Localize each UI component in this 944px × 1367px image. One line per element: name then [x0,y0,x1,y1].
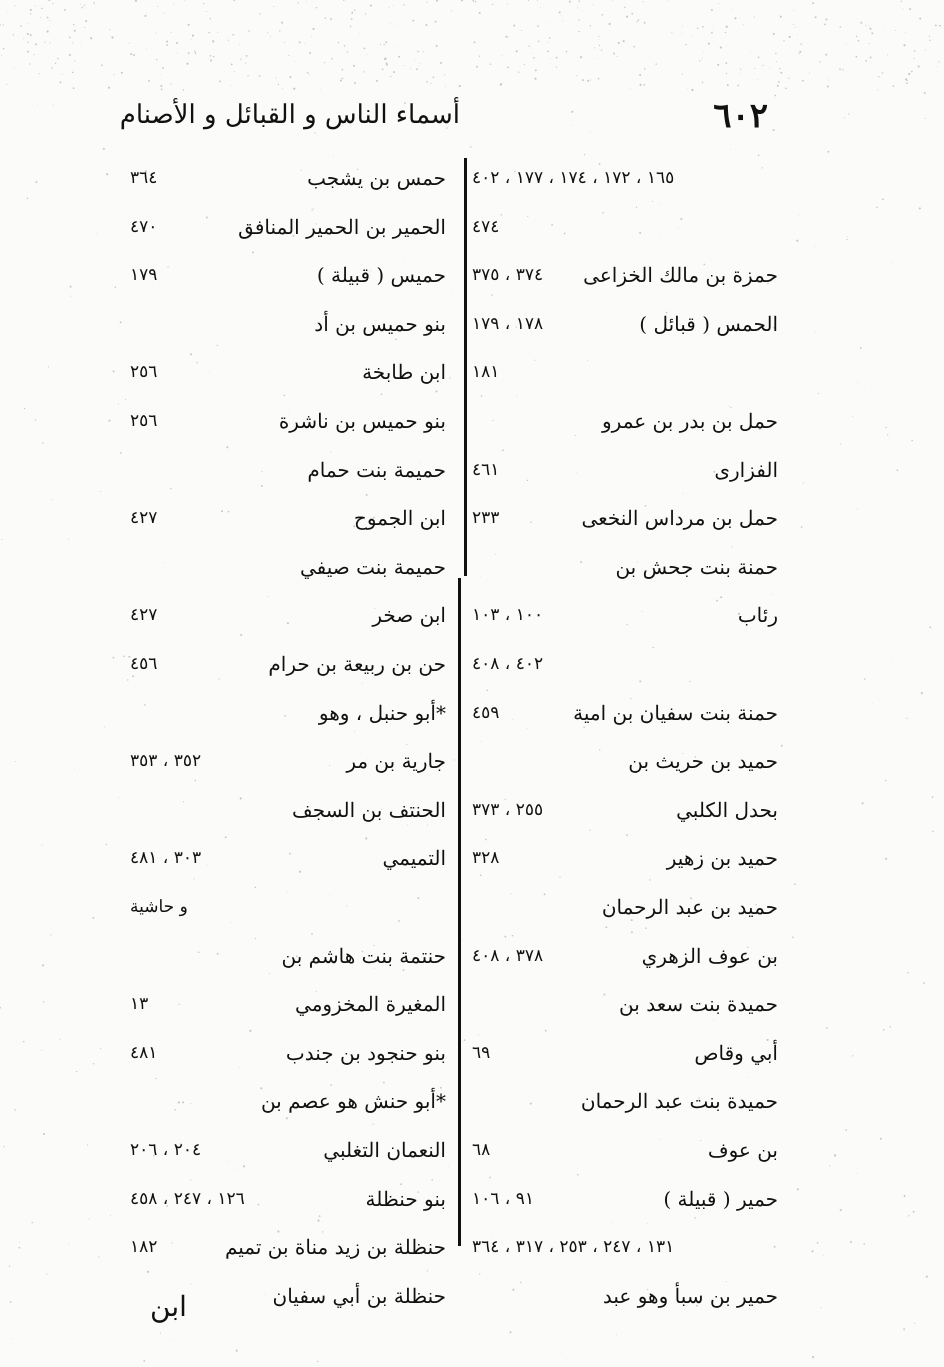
index-entry [130,502,446,536]
entry-name: حميدة بنت سعد بن [619,992,778,1017]
entry-page-refs: ٤٠٢ ، ٤٠٨ [472,654,544,674]
index-entry [472,745,778,779]
index-entry [472,308,778,342]
index-entry [130,356,446,390]
catchword: ابن [150,1290,187,1323]
entry-page-refs: ٩١ ، ١٠٦ [472,1188,534,1209]
entry-name: *أبو حنبل ، وهو [318,700,446,725]
entry-name: ابن طابخة [362,360,446,385]
entry-page-refs: ٤٥٦ [130,654,158,674]
entry-name: ابن الجموح [353,506,446,531]
column-divider-lower [458,578,461,1246]
index-entry [472,842,778,876]
index-entry [130,794,446,828]
column-divider-upper [464,158,467,576]
entry-page-refs: ٤٢٧ [130,605,158,626]
entry-name: حمير بن سبأ وهو عبد [602,1283,778,1308]
index-entry [130,1231,446,1265]
entry-name: الفزارى [714,457,778,482]
entry-name: بنو حميس بن ناشرة [278,409,446,433]
entry-page-refs: ٣٥٢ ، ٣٥٣ [130,751,202,772]
index-entry [130,405,446,439]
index-entry [130,697,446,731]
index-entry [472,988,778,1022]
index-entry [472,405,778,439]
index-entry [472,599,778,633]
index-entry [472,648,778,682]
index-entry [472,259,778,293]
entry-page-refs: ٦٨ [472,1140,491,1160]
index-entry [130,891,446,925]
entry-name: *أبو حنش هو عصم بن [260,1089,446,1114]
index-entry [130,1183,446,1217]
entry-page-refs: ١٨٢ [130,1237,158,1258]
entry-page-refs: ٢٥٦ [130,362,158,383]
index-entry [472,211,778,245]
entry-page-refs: ١٨١ [472,362,500,383]
index-entry [130,1134,446,1168]
index-entry [472,162,778,196]
entry-name: بنو حنجود بن جندب [285,1040,446,1065]
entry-page-refs: ١٣ [130,994,149,1015]
entry-page-refs: ٢٠٤ ، ٢٠٦ [130,1140,202,1160]
index-entry [472,502,778,536]
entry-name: الحمير بن الحمير المنافق [238,214,446,239]
entry-page-refs: ٤٢٧ [130,508,158,529]
entry-page-refs: ٦٩ [472,1042,491,1063]
index-entry [472,1085,778,1119]
index-entry [130,308,446,342]
entry-page-refs: ٢٥٦ [130,411,158,431]
index-entry [472,454,778,488]
entry-name: ابن صخر [372,603,446,628]
entry-name: حمير ( قبيلة ) [663,1186,778,1211]
index-entry [130,940,446,974]
entry-name: التميمي [382,846,446,871]
index-entry [472,1280,778,1314]
index-entry [472,697,778,731]
entry-name: حنتمة بنت هاشم بن [281,943,446,968]
entry-page-refs: ١٧٨ ، ١٧٩ [472,313,544,334]
entry-page-refs: ٤٥٩ [472,702,500,723]
index-entry [130,842,446,876]
entry-name: حنظلة بن أبي سفيان [272,1283,446,1308]
entry-page-refs: ٣٢٨ [472,848,500,869]
entry-name: حن بن ربيعة بن حرام [268,652,446,676]
index-entry [472,356,778,390]
entry-name: حميد بن عبد الرحمان [601,895,778,919]
entry-name: بنو حميس بن أد [314,311,446,336]
entry-page-refs: ٣٠٣ ، ٤٨١ [130,848,202,869]
entry-page-refs: ٢٥٥ ، ٣٧٣ [472,799,544,820]
entry-name: بن عوف [707,1138,778,1162]
index-entry [130,1085,446,1119]
entry-name: جارية بن مر [346,749,446,774]
entry-page-refs: ١٣١ ، ٢٤٧ ، ٢٥٣ ، ٣١٧ ، ٣٦٤ [472,1237,675,1258]
entry-page-refs: ١٠٠ ، ١٠٣ [472,605,544,626]
index-entry [130,988,446,1022]
index-entry [130,1037,446,1071]
entry-page-refs: ٤٧٠ [130,216,158,237]
index-entry [130,211,446,245]
entry-name: حميد بن زهير [666,846,778,871]
entry-name: حميمة بنت صيفي [299,554,446,579]
entry-name: حميمة بنت حمام [307,457,446,482]
index-entry [472,1183,778,1217]
entry-name: حمنة بنت سفيان بن امية [573,700,778,725]
entry-page-refs: ٣٦٤ [130,168,158,188]
index-entry [130,648,446,682]
entry-page-refs: ٤٧٤ [472,216,500,237]
index-entry [130,162,446,196]
entry-name: بنو حنظلة [365,1186,446,1211]
entry-name: رئاب [737,603,778,628]
entry-page-refs: ٣٧٨ ، ٤٠٨ [472,945,544,966]
entry-page-refs: و حاشية [130,897,188,917]
entry-page-refs: ٤٨١ [130,1042,158,1063]
header-title: أسماء الناس و القبائل و الأصنام [119,100,460,130]
entry-name: حميدة بنت عبد الرحمان [580,1089,778,1114]
entry-name: الحمس ( قبائل ) [639,311,778,336]
entry-name: حمنة بنت جحش بن [615,554,778,579]
entry-name: حميد بن حريث بن [628,749,778,774]
index-entry [130,745,446,779]
entry-name: بحدل الكلبي [676,797,778,822]
index-entry [472,794,778,828]
index-entry [472,940,778,974]
index-entry [130,259,446,293]
entry-page-refs: ١٢٦ ، ٢٤٧ ، ٤٥٨ [130,1188,245,1209]
entry-name: حمس بن يشجب [307,166,446,190]
entry-page-refs: ١٦٥ ، ١٧٢ ، ١٧٤ ، ١٧٧ ، ٤٠٢ [472,168,675,188]
index-entry [130,454,446,488]
entry-name: أبي وقاص [694,1040,778,1065]
entry-page-refs: ٣٧٤ ، ٣٧٥ [472,265,544,286]
index-entry [472,891,778,925]
entry-name: بن عوف الزهري [641,943,778,968]
entry-page-refs: ٤٦١ [472,459,500,480]
index-entry [130,599,446,633]
entry-page-refs: ٢٣٣ [472,508,500,529]
index-entry [472,551,778,585]
entry-name: حمل بن مرداس النخعى [581,506,778,531]
index-entry [472,1037,778,1071]
entry-name: النعمان التغلبي [323,1138,446,1162]
index-entry [472,1134,778,1168]
index-entry [130,551,446,585]
entry-name: حمل بن بدر بن عمرو [602,409,778,433]
entry-page-refs: ١٧٩ [130,265,158,286]
entry-name: حنظلة بن زيد مناة بن تميم [224,1235,446,1260]
entry-name: حميس ( قبيلة ) [316,263,446,288]
entry-name: الحنتف بن السجف [292,797,446,822]
entry-name: حمزة بن مالك الخزاعى [583,263,778,288]
entry-name: المغيرة المخزومي [295,992,446,1017]
page-number: ٦٠٢ [713,96,768,136]
index-entry [472,1231,778,1265]
